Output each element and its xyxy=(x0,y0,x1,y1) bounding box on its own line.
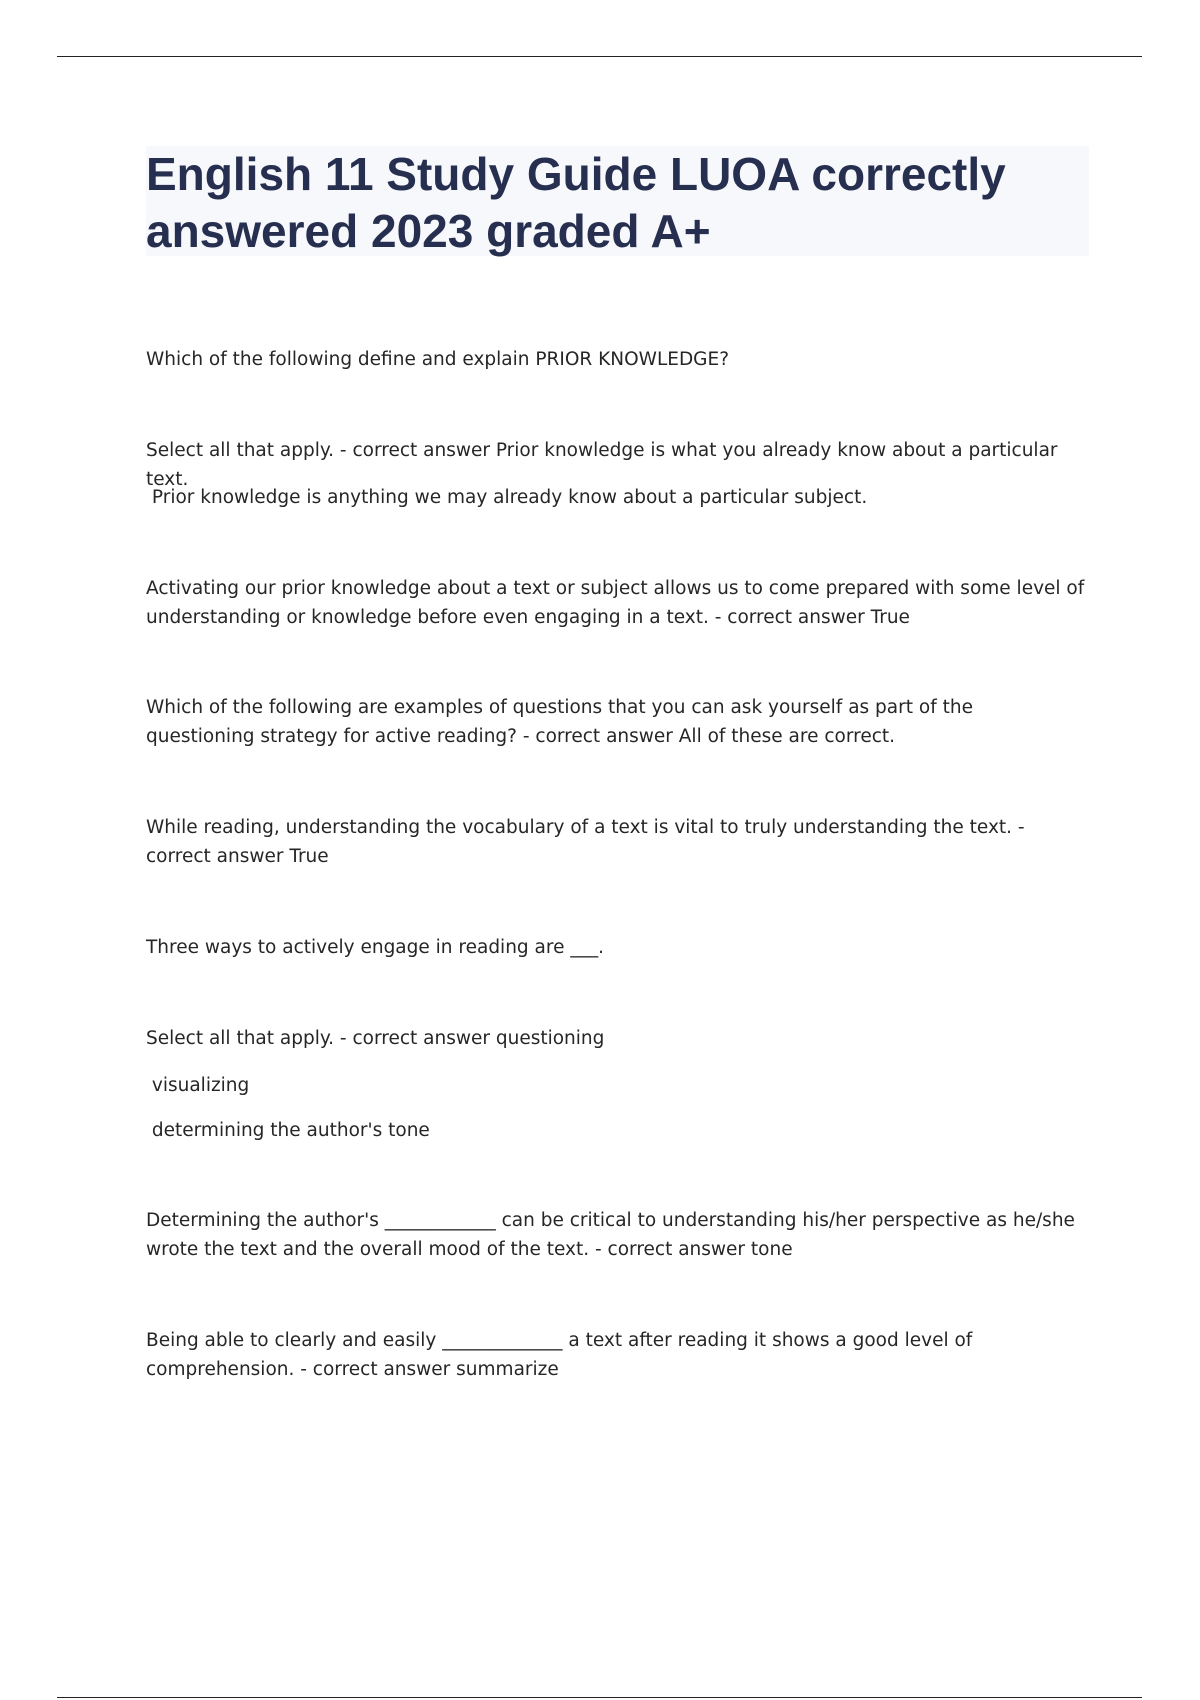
paragraph-activating-prior-knowledge: Activating our prior knowledge about a text or subject allows us to come prepared with some level of understanding or knowledge before even engaging in a text. - correct answer True xyxy=(146,578,1091,628)
paragraph-question-prior-knowledge: Which of the following define and explain PRIOR KNOWLEDGE? xyxy=(146,349,730,370)
paragraph-answer-questioning: Select all that apply. - correct answer questioning xyxy=(146,1028,605,1049)
paragraph-answer-prior-knowledge-2: Prior knowledge is anything we may already know about a particular subject. xyxy=(146,487,868,508)
title-box xyxy=(146,146,1089,256)
paragraph-answer-authors-tone: determining the author's tone xyxy=(146,1120,430,1141)
document-title: English 11 Study Guide LUOA correctly answered 2023 graded A+ xyxy=(146,148,1006,257)
paragraph-summarize-question: Being able to clearly and easily _____________ a text after reading it shows a good level of comprehension. - correct answer summarize xyxy=(146,1330,979,1380)
bottom-rule xyxy=(57,1697,1142,1698)
paragraph-questioning-strategy: Which of the following are examples of questions that you can ask yourself as part of the questioning strategy for active reading? - correct answer All of these are correct. xyxy=(146,697,979,747)
paragraph-three-ways: Three ways to actively engage in reading are ___. xyxy=(146,937,604,958)
paragraph-answer-prior-knowledge: Select all that apply. - correct answer Prior knowledge is what you already know about a particular text. xyxy=(146,440,1064,490)
paragraph-authors-tone-question: Determining the author's ____________ can be critical to understanding his/her perspective as he/she wrote the text and the overall mood of the text. - correct answer tone xyxy=(146,1210,1081,1260)
top-rule xyxy=(57,56,1142,57)
paragraph-vocabulary: While reading, understanding the vocabulary of a text is vital to truly understanding the text. - correct answer True xyxy=(146,817,1031,867)
paragraph-answer-visualizing: visualizing xyxy=(146,1075,250,1096)
